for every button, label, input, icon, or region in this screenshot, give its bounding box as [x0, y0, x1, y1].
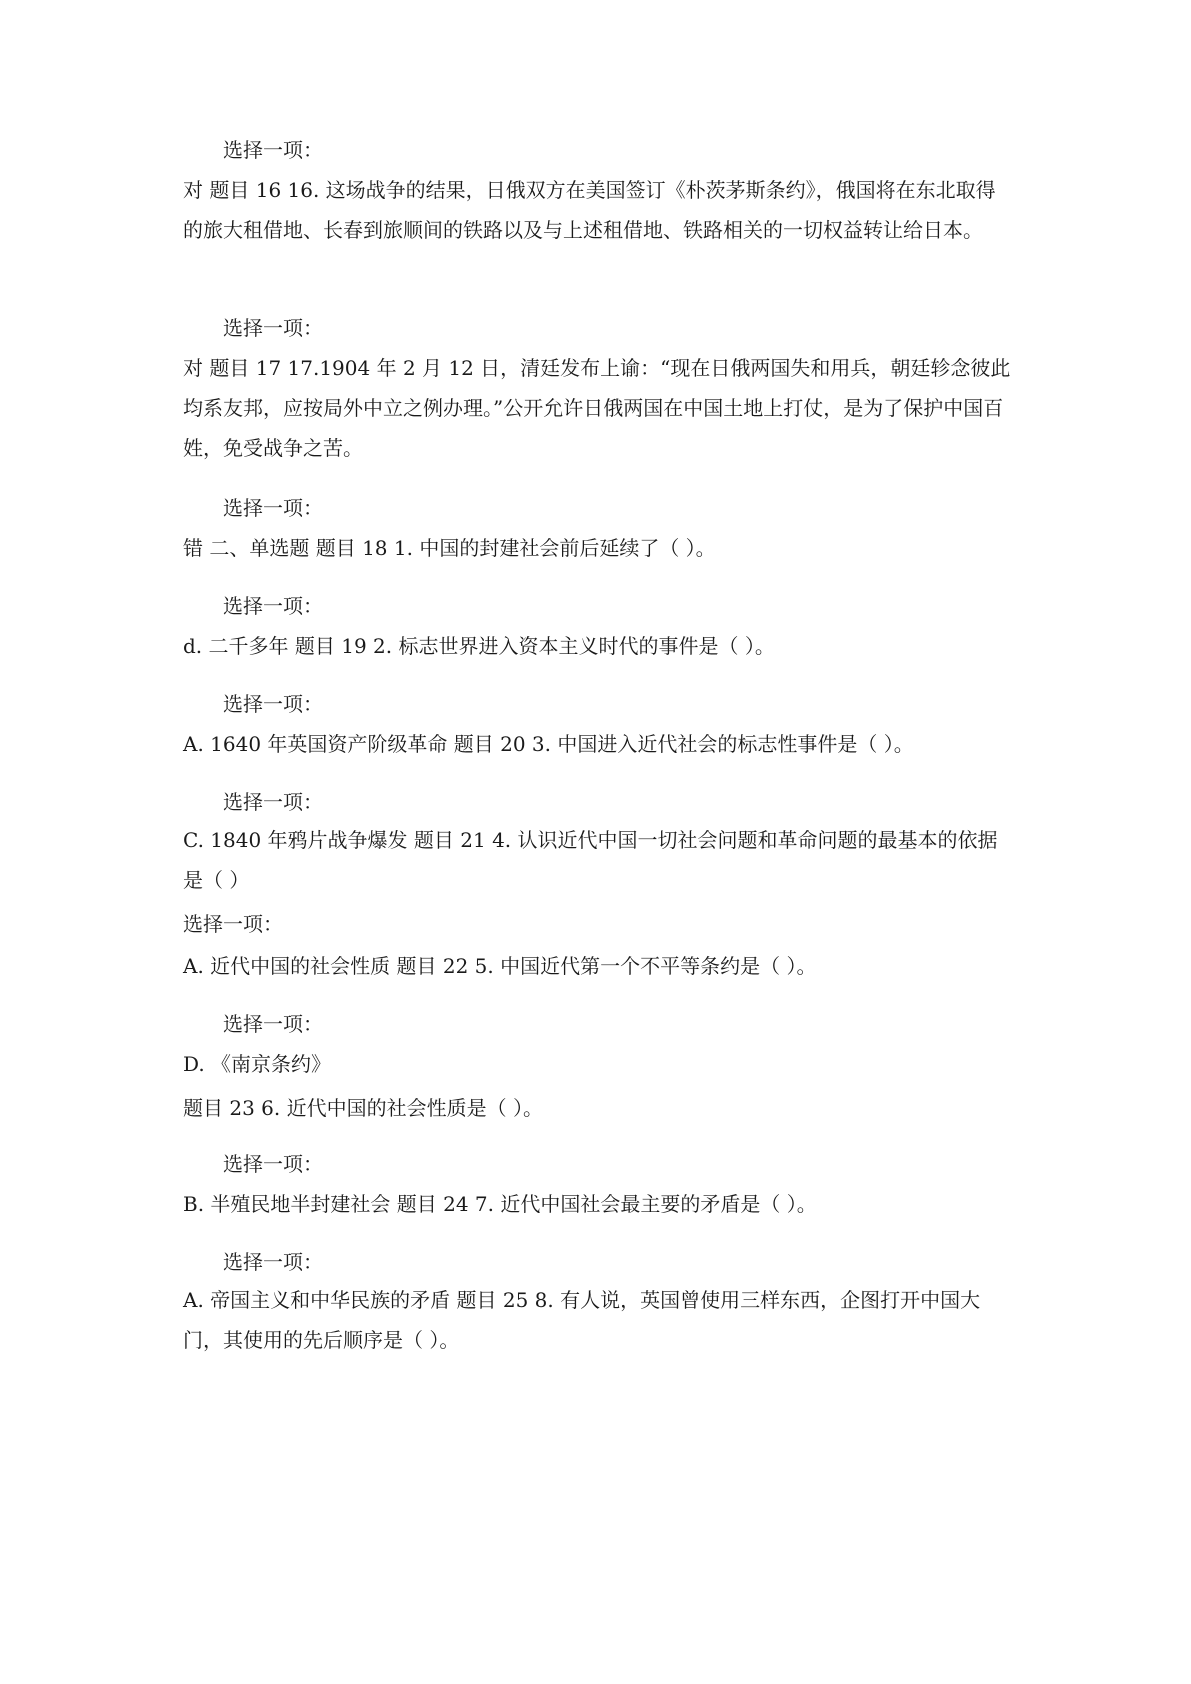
answer-d-nanjing-text: D. 《南京条约》 — [183, 1052, 332, 1076]
prompt-label — [0, 494, 1191, 522]
prompt-label — [0, 1010, 1191, 1038]
prompt-label-text: 选择一项： — [223, 692, 323, 716]
prompt-label-text: 选择一项： — [223, 316, 323, 340]
question-22 — [0, 952, 1191, 980]
prompt-label-text: 选择一项： — [223, 594, 323, 618]
question-23 — [0, 1094, 1191, 1122]
question-21 — [183, 820, 1013, 900]
question-20-text: A. 1640 年英国资产阶级革命 题目 20 3. 中国进入近代社会的标志性事件是（ ）。 — [183, 732, 914, 756]
prompt-label — [0, 1248, 1191, 1276]
prompt-label-text: 选择一项： — [223, 138, 323, 162]
prompt-label-text: 选择一项： — [223, 790, 323, 814]
question-21-text: C. 1840 年鸦片战争爆发 题目 21 4. 认识近代中国一切社会问题和革命问题的最基本的依据是（ ） — [183, 828, 998, 892]
question-24 — [0, 1190, 1191, 1218]
prompt-label-text: 选择一项： — [223, 1250, 323, 1274]
question-19 — [0, 632, 1191, 660]
prompt-label — [0, 314, 1191, 342]
question-23-text: 题目 23 6. 近代中国的社会性质是（ ）。 — [183, 1096, 543, 1120]
question-16-text: 对 题目 16 16. 这场战争的结果，日俄双方在美国签订《朴茨茅斯条约》，俄国将在东北取得的旅大租借地、长春到旅顺间的铁路以及与上述租借地、铁路相关的一切权益转让给日本。 — [183, 178, 996, 242]
question-17 — [183, 348, 1013, 468]
question-17-text: 对 题目 17 17.1904 年 2 月 12 日，清廷发布上谕：“现在日俄两国失和用兵，朝廷轸念彼此均系友邦，应按局外中立之例办理。”公开允许日俄两国在中国土地上打仗，是为了保护中国百姓，免受战争之苦。 — [183, 356, 1011, 460]
question-18 — [0, 534, 1191, 562]
question-16 — [183, 170, 1013, 250]
question-25-text: A. 帝国主义和中华民族的矛盾 题目 25 8. 有人说，英国曾使用三样东西，企图打开中国大门，其使用的先后顺序是（ ）。 — [183, 1288, 981, 1352]
prompt-label-text: 选择一项： — [223, 1012, 323, 1036]
prompt-label — [0, 592, 1191, 620]
question-25 — [183, 1280, 1013, 1360]
answer-d-nanjing — [0, 1050, 1191, 1078]
prompt-label — [0, 690, 1191, 718]
question-18-text: 错 二、单选题 题目 18 1. 中国的封建社会前后延续了（ ）。 — [183, 536, 716, 560]
prompt-label-flush-text: 选择一项： — [183, 912, 283, 936]
prompt-label-flush — [0, 910, 1191, 938]
prompt-label-text: 选择一项： — [223, 1152, 323, 1176]
prompt-label-text: 选择一项： — [223, 496, 323, 520]
prompt-label — [0, 1150, 1191, 1178]
question-19-text: d. 二千多年 题目 19 2. 标志世界进入资本主义时代的事件是（ ）。 — [183, 634, 775, 658]
question-24-text: B. 半殖民地半封建社会 题目 24 7. 近代中国社会最主要的矛盾是（ ）。 — [183, 1192, 817, 1216]
question-20 — [0, 730, 1191, 758]
prompt-label — [0, 136, 1191, 164]
prompt-label — [0, 788, 1191, 816]
question-22-text: A. 近代中国的社会性质 题目 22 5. 中国近代第一个不平等条约是（ ）。 — [183, 954, 817, 978]
